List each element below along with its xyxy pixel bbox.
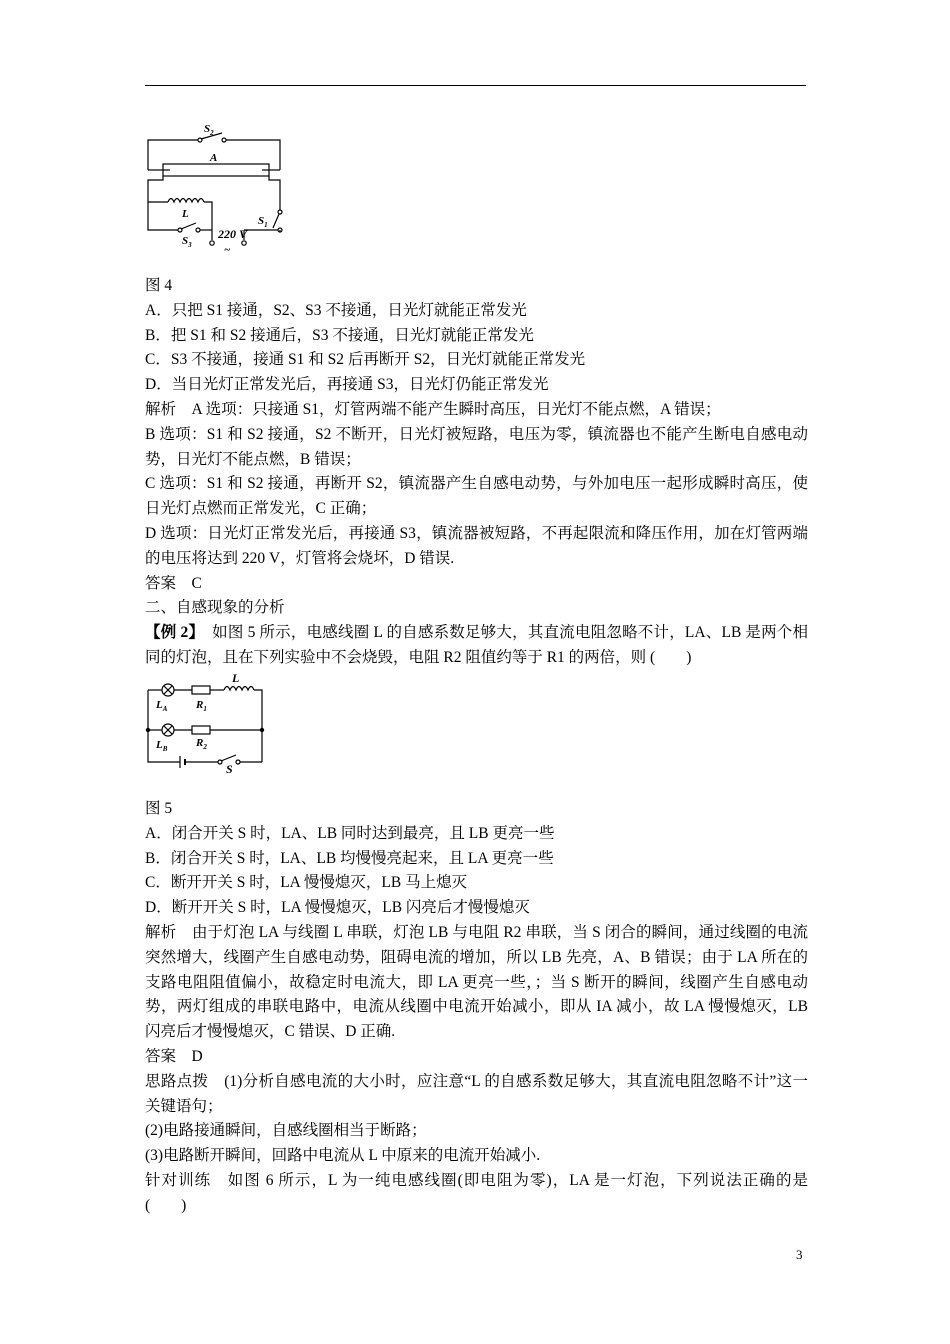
label-ac: ~ bbox=[224, 244, 231, 256]
example-tag: 【例 2】 bbox=[145, 624, 197, 642]
figure-5-circuit bbox=[140, 672, 280, 781]
label-r1-sub: 1 bbox=[203, 705, 207, 713]
analysis-a: 解析 A 选项：只接通 S1，灯管两端不能产生瞬时高压，日光灯不能点燃，A 错误； bbox=[145, 400, 721, 418]
analysis-2: 解析 由于灯泡 LA 与线圈 L 串联，灯泡 LB 与电阻 R2 串联，当 S 闭合的瞬间，通过线圈的电流突然增大，线圈产生自感电动势，阻碍电流的增加，所以 LB 先亮，A、B 错误；由于 LA 所在的支路电阻阻值偏小，故稳定时电流大，即 LA 更亮一些，；当 S 断开的瞬间，线圈产生自感电动势，两灯组成的串联电路中，电流从线圈中电流开始减小，即从 IA 减小，故 LA 慢慢熄灭，LB 闪亮后才慢慢熄灭，C 错误、D 正确. bbox=[145, 923, 808, 1041]
label-s3-sub: 3 bbox=[188, 241, 192, 249]
svg-text:R1 bbox=[195, 699, 207, 713]
label-r1: R bbox=[196, 699, 204, 711]
section-heading: 二、自感现象的分析 bbox=[145, 599, 285, 617]
option-c: C．S3 不接通，接通 S1 和 S2 后再断开 S2，日光灯就能正常发光 bbox=[145, 351, 586, 369]
label-lb-sub: B bbox=[162, 745, 168, 753]
label-r2: R bbox=[196, 737, 204, 749]
label-l: L bbox=[182, 208, 189, 220]
header-rule bbox=[145, 85, 806, 86]
option-b-2: B．闭合开关 S 时，LA、LB 均慢慢亮起来，且 LA 更亮一些 bbox=[145, 849, 554, 867]
svg-text:LA bbox=[155, 699, 168, 713]
svg-text:S1 bbox=[258, 215, 268, 229]
option-d-2: D．断开开关 S 时，LA 慢慢熄灭，LB 闪亮后才慢慢熄灭 bbox=[145, 899, 530, 917]
tip-3: (3)电路断开瞬间，回路中电流从 L 中原来的电流开始减小. bbox=[145, 1147, 541, 1165]
svg-text:S3 bbox=[182, 235, 192, 249]
answer-2: 答案 D bbox=[145, 1047, 203, 1065]
label-r2-sub: 2 bbox=[203, 743, 207, 751]
label-lb: L bbox=[156, 739, 163, 751]
label-inductor: L bbox=[232, 672, 240, 685]
option-b: B．把 S1 和 S2 接通后，S3 不接通，日光灯就能正常发光 bbox=[145, 326, 534, 344]
analysis-b: B 选项：S1 和 S2 接通，S2 不断开，日光灯被短路，电压为零，镇流器也不能产生断电自感电动势，日光灯不能点燃，B 错误； bbox=[145, 425, 808, 468]
option-a-2: A．闭合开关 S 时，LA、LB 同时达到最亮，且 LB 更亮一些 bbox=[145, 824, 555, 842]
label-la-sub: A bbox=[162, 705, 168, 713]
label-la: L bbox=[156, 699, 163, 711]
option-a: A．只把 S1 接通，S2、S3 不接通，日光灯就能正常发光 bbox=[145, 301, 527, 319]
label-s2: S bbox=[204, 123, 211, 135]
analysis-d: D 选项：日光灯正常发光后，再接通 S3，镇流器被短路，不再起限流和降压作用，加在灯管两端的电压将达到 220 V，灯管将会烧坏，D 错误. bbox=[145, 524, 808, 567]
analysis-c: C 选项：S1 和 S2 接通，再断开 S2，镇流器产生自感电动势，与外加电压一起形成瞬时高压，使日光灯点燃而正常发光，C 正确； bbox=[145, 475, 808, 518]
figure-5-caption: 图 5 bbox=[145, 800, 173, 817]
tip-1: 思路点拨 (1)分析自感电流的大小时，应注意“L 的自感系数足够大，其直流电阻忽略不计”这一关键语句； bbox=[145, 1072, 808, 1115]
label-220v: 220 V bbox=[218, 227, 248, 241]
answer-1: 答案 C bbox=[145, 574, 202, 592]
label-s2-sub: 2 bbox=[210, 129, 214, 137]
svg-text:R2 bbox=[195, 737, 207, 751]
example-text: 如图 5 所示，电感线圈 L 的自感系数足够大，其直流电阻忽略不计，LA、LB 是两个相同的灯泡，且在下列实验中不会烧毁，电阻 R2 阻值约等于 R1 的两倍，则 ( ) bbox=[145, 624, 808, 666]
question-block-2 bbox=[145, 797, 808, 1219]
tip-2: (2)电路接通瞬间，自感线圈相当于断路； bbox=[145, 1122, 427, 1140]
figure-4-caption: 图 4 bbox=[145, 277, 173, 294]
option-d: D．当日光灯正常发光后，再接通 S3，日光灯仍能正常发光 bbox=[145, 376, 549, 394]
label-s1-sub: 1 bbox=[264, 221, 268, 229]
label-s3: S bbox=[182, 235, 189, 247]
page-number: 3 bbox=[796, 1247, 803, 1262]
option-c-2: C．断开开关 S 时，LA 慢慢熄灭，LB 马上熄灭 bbox=[145, 874, 468, 892]
example-2 bbox=[145, 621, 808, 671]
training-question: 针对训练 如图 6 所示，L 为一纯电感线圈(即电阻为零)，LA 是一灯泡，下列说法正确的是 ( ) bbox=[145, 1171, 808, 1214]
question-block-1 bbox=[145, 274, 808, 671]
svg-text:S2 bbox=[204, 123, 214, 137]
figure-4-circuit bbox=[140, 120, 300, 265]
label-s1: S bbox=[258, 215, 265, 227]
label-switch: S bbox=[226, 762, 233, 776]
label-a: A bbox=[210, 152, 218, 164]
svg-text:LB bbox=[155, 739, 168, 753]
